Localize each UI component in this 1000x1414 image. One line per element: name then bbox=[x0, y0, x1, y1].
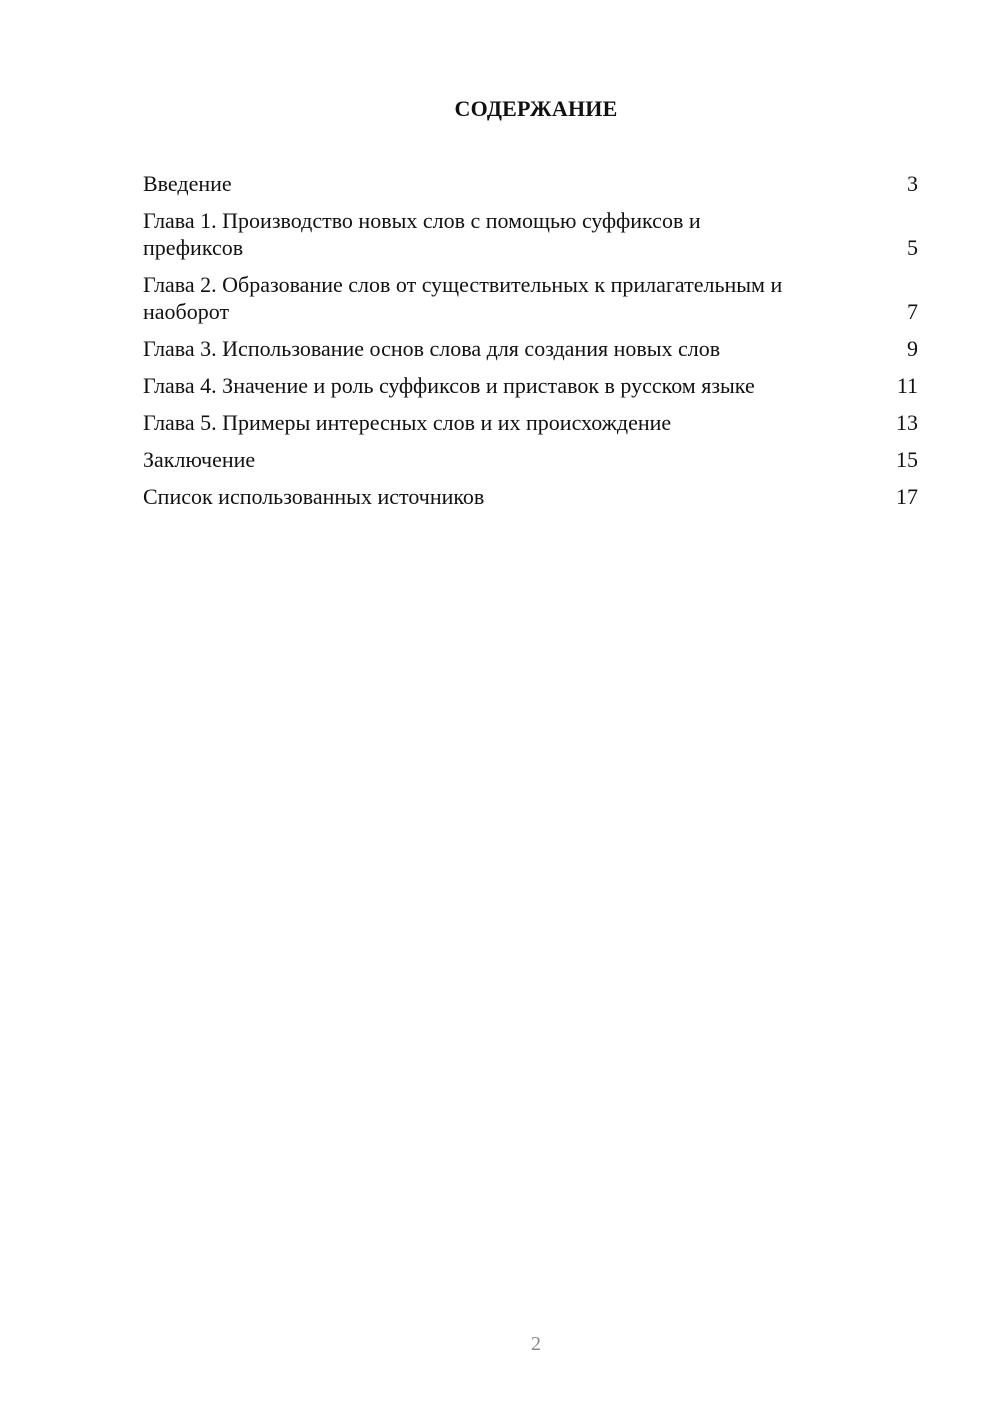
toc-entry-title: Глава 5. Примеры интересных слов и их происхождение bbox=[143, 410, 672, 435]
toc-entry-introduction bbox=[143, 170, 918, 197]
table-of-contents bbox=[143, 170, 918, 520]
toc-entry-title: Заключение bbox=[143, 447, 256, 472]
toc-entry-page: 7 bbox=[907, 299, 918, 324]
toc-entry-page: 13 bbox=[896, 410, 918, 435]
toc-entry-page: 15 bbox=[896, 447, 918, 472]
page-number: 2 bbox=[531, 1333, 541, 1355]
toc-entry-page: 5 bbox=[907, 235, 918, 260]
toc-entry-chapter-3 bbox=[143, 335, 918, 362]
toc-entry-chapter-5 bbox=[143, 409, 918, 436]
toc-entry-conclusion bbox=[143, 446, 918, 473]
toc-entry-chapter-4 bbox=[143, 372, 918, 399]
toc-entry-title: Введение bbox=[143, 171, 232, 196]
toc-entry-title: Глава 2. Образование слов от существительных к прилагательным и наоборот bbox=[143, 272, 783, 324]
toc-entry-page: 11 bbox=[896, 373, 918, 398]
toc-entry-references bbox=[143, 483, 918, 510]
toc-entry-page: 17 bbox=[896, 484, 918, 509]
toc-heading: СОДЕРЖАНИЕ bbox=[454, 96, 618, 121]
toc-entry-chapter-1 bbox=[143, 207, 918, 261]
toc-entry-title: Глава 4. Значение и роль суффиксов и приставок в русском языке bbox=[143, 373, 755, 398]
toc-entry-page: 3 bbox=[907, 171, 918, 196]
toc-entry-title: Список использованных источников bbox=[143, 484, 485, 509]
toc-entry-chapter-2 bbox=[143, 271, 918, 325]
toc-entry-title: Глава 3. Использование основ слова для создания новых слов bbox=[143, 336, 721, 361]
toc-entry-title: Глава 1. Производство новых слов с помощью суффиксов и префиксов bbox=[143, 208, 701, 260]
toc-entry-page: 9 bbox=[907, 336, 918, 361]
